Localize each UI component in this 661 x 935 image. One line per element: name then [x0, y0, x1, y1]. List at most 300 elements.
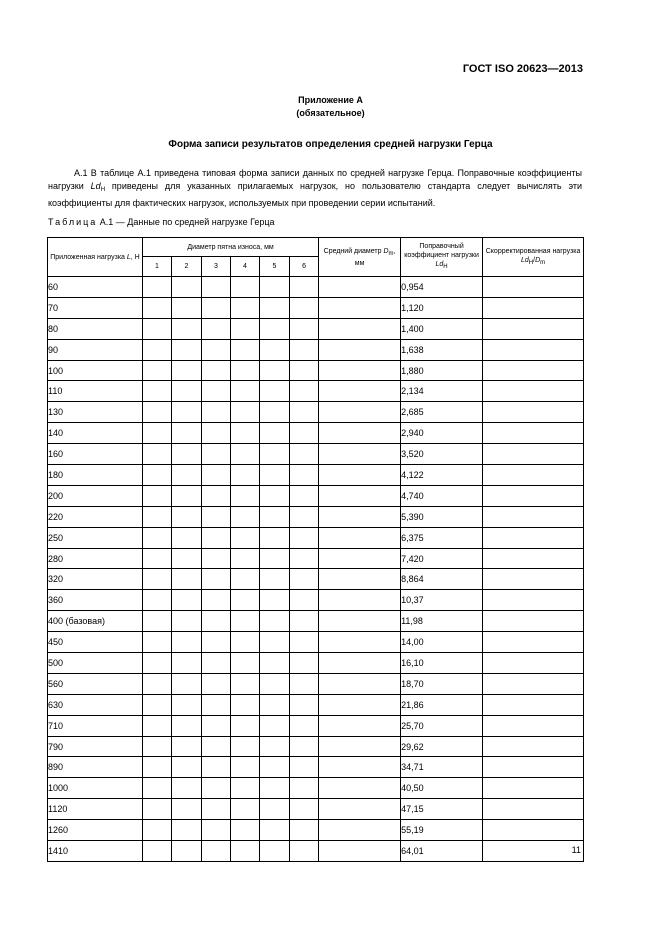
- scar-diameter-cell: [143, 548, 172, 569]
- scar-diameter-cell: [260, 799, 290, 820]
- corrected-load-cell: [483, 485, 584, 506]
- header-scar-col-1: 1: [143, 257, 172, 277]
- corrected-load-cell: [483, 569, 584, 590]
- mean-diameter-cell: [319, 653, 401, 674]
- scar-diameter-cell: [290, 444, 319, 465]
- load-cell: 890: [48, 757, 143, 778]
- scar-diameter-cell: [231, 527, 260, 548]
- mean-diameter-cell: [319, 402, 401, 423]
- corrected-load-cell: [483, 799, 584, 820]
- scar-diameter-cell: [231, 318, 260, 339]
- table-row: [48, 841, 584, 862]
- scar-diameter-cell: [231, 611, 260, 632]
- scar-diameter-cell: [260, 736, 290, 757]
- load-cell: 200: [48, 485, 143, 506]
- scar-diameter-cell: [143, 527, 172, 548]
- scar-diameter-cell: [260, 506, 290, 527]
- scar-diameter-cell: [143, 611, 172, 632]
- load-cell: 1000: [48, 778, 143, 799]
- scar-diameter-cell: [260, 694, 290, 715]
- correction-factor-cell: 1,638: [401, 339, 483, 360]
- scar-diameter-cell: [172, 444, 202, 465]
- scar-diameter-cell: [172, 506, 202, 527]
- scar-diameter-cell: [260, 715, 290, 736]
- scar-diameter-cell: [172, 820, 202, 841]
- scar-diameter-cell: [143, 277, 172, 298]
- correction-factor-cell: 16,10: [401, 653, 483, 674]
- scar-diameter-cell: [231, 569, 260, 590]
- load-cell: 70: [48, 297, 143, 318]
- mean-diameter-cell: [319, 360, 401, 381]
- scar-diameter-cell: [290, 548, 319, 569]
- load-cell: 60: [48, 277, 143, 298]
- table-row: [48, 778, 584, 799]
- scar-diameter-cell: [143, 402, 172, 423]
- scar-diameter-cell: [231, 360, 260, 381]
- scar-diameter-cell: [231, 757, 260, 778]
- load-cell: 220: [48, 506, 143, 527]
- table-row: [48, 673, 584, 694]
- scar-diameter-cell: [172, 548, 202, 569]
- scar-diameter-cell: [172, 757, 202, 778]
- scar-diameter-cell: [202, 465, 231, 486]
- scar-diameter-cell: [231, 778, 260, 799]
- scar-diameter-cell: [202, 653, 231, 674]
- load-cell: 360: [48, 590, 143, 611]
- scar-diameter-cell: [290, 757, 319, 778]
- scar-diameter-cell: [202, 673, 231, 694]
- scar-diameter-cell: [202, 548, 231, 569]
- mean-diameter-cell: [319, 778, 401, 799]
- table-row: [48, 694, 584, 715]
- corrected-load-cell: [483, 444, 584, 465]
- header-applied-load: Приложенная нагрузка L, Н: [48, 238, 143, 277]
- scar-diameter-cell: [143, 820, 172, 841]
- header-correction-factor: Поправочный коэффициент нагрузки LdH: [401, 238, 483, 277]
- scar-diameter-cell: [202, 339, 231, 360]
- corrected-load-cell: [483, 820, 584, 841]
- table-caption-text: А.1 — Данные по средней нагрузке Герца: [97, 217, 275, 227]
- scar-diameter-cell: [202, 736, 231, 757]
- scar-diameter-cell: [290, 360, 319, 381]
- mean-diameter-cell: [319, 506, 401, 527]
- intro-symbol: Ld: [90, 181, 101, 191]
- table-row: [48, 506, 584, 527]
- scar-diameter-cell: [260, 297, 290, 318]
- load-cell: 400 (базовая): [48, 611, 143, 632]
- scar-diameter-cell: [231, 694, 260, 715]
- scar-diameter-cell: [290, 799, 319, 820]
- scar-diameter-cell: [260, 653, 290, 674]
- correction-factor-cell: 2,940: [401, 423, 483, 444]
- scar-diameter-cell: [202, 381, 231, 402]
- scar-diameter-cell: [202, 506, 231, 527]
- scar-diameter-cell: [231, 444, 260, 465]
- scar-diameter-cell: [290, 527, 319, 548]
- scar-diameter-cell: [172, 423, 202, 444]
- corrected-load-cell: [483, 381, 584, 402]
- table-row: [48, 611, 584, 632]
- mean-diameter-cell: [319, 841, 401, 862]
- scar-diameter-cell: [260, 381, 290, 402]
- scar-diameter-cell: [202, 297, 231, 318]
- corrected-load-cell: [483, 548, 584, 569]
- scar-diameter-cell: [202, 402, 231, 423]
- corrected-load-cell: [483, 360, 584, 381]
- mean-diameter-cell: [319, 297, 401, 318]
- scar-diameter-cell: [202, 590, 231, 611]
- scar-diameter-cell: [202, 715, 231, 736]
- scar-diameter-cell: [202, 820, 231, 841]
- mean-diameter-cell: [319, 465, 401, 486]
- scar-diameter-cell: [202, 360, 231, 381]
- table-row: [48, 548, 584, 569]
- correction-factor-cell: 47,15: [401, 799, 483, 820]
- table-row: [48, 444, 584, 465]
- scar-diameter-cell: [231, 736, 260, 757]
- scar-diameter-cell: [290, 402, 319, 423]
- scar-diameter-cell: [202, 318, 231, 339]
- scar-diameter-cell: [143, 653, 172, 674]
- scar-diameter-cell: [202, 757, 231, 778]
- mean-diameter-cell: [319, 423, 401, 444]
- scar-diameter-cell: [143, 339, 172, 360]
- scar-diameter-cell: [290, 653, 319, 674]
- scar-diameter-cell: [143, 590, 172, 611]
- header-corrected-load: Скорректированная нагрузка LdH/Dm: [483, 238, 584, 277]
- scar-diameter-cell: [143, 673, 172, 694]
- scar-diameter-cell: [260, 778, 290, 799]
- table-row: [48, 381, 584, 402]
- correction-factor-cell: 14,00: [401, 632, 483, 653]
- correction-factor-cell: 40,50: [401, 778, 483, 799]
- header-scar-col-3: 3: [202, 257, 231, 277]
- hertz-load-table: [47, 237, 584, 862]
- load-cell: 450: [48, 632, 143, 653]
- correction-factor-cell: 21,86: [401, 694, 483, 715]
- mean-diameter-cell: [319, 611, 401, 632]
- scar-diameter-cell: [172, 736, 202, 757]
- intro-text-start: А.1 В таблице А.1 приведена типовая форма записи данных по средней нагрузке Герца. Поправочные коэффициенты нагрузки: [48, 168, 582, 191]
- page-number: 11: [571, 845, 581, 855]
- scar-diameter-cell: [202, 277, 231, 298]
- table-row: [48, 277, 584, 298]
- load-cell: 320: [48, 569, 143, 590]
- corrected-load-cell: [483, 611, 584, 632]
- scar-diameter-cell: [260, 318, 290, 339]
- mean-diameter-cell: [319, 569, 401, 590]
- scar-diameter-cell: [260, 820, 290, 841]
- scar-diameter-cell: [143, 465, 172, 486]
- scar-diameter-cell: [143, 694, 172, 715]
- scar-diameter-cell: [260, 757, 290, 778]
- mean-diameter-cell: [319, 757, 401, 778]
- header-scar-col-4: 4: [231, 257, 260, 277]
- correction-factor-cell: 5,390: [401, 506, 483, 527]
- scar-diameter-cell: [231, 841, 260, 862]
- header-scar-diameter: Диаметр пятна износа, мм: [143, 238, 319, 257]
- table-row: [48, 799, 584, 820]
- scar-diameter-cell: [231, 632, 260, 653]
- corrected-load-cell: [483, 506, 584, 527]
- correction-factor-cell: 1,880: [401, 360, 483, 381]
- scar-diameter-cell: [231, 590, 260, 611]
- scar-diameter-cell: [260, 465, 290, 486]
- scar-diameter-cell: [231, 465, 260, 486]
- scar-diameter-cell: [260, 402, 290, 423]
- table-row: [48, 318, 584, 339]
- scar-diameter-cell: [260, 444, 290, 465]
- header-mean-diameter: Средний диаметр Dm, мм: [319, 238, 401, 277]
- scar-diameter-cell: [290, 611, 319, 632]
- scar-diameter-cell: [260, 590, 290, 611]
- table-row: [48, 423, 584, 444]
- correction-factor-cell: 10,37: [401, 590, 483, 611]
- table-row: [48, 569, 584, 590]
- scar-diameter-cell: [172, 841, 202, 862]
- load-cell: 630: [48, 694, 143, 715]
- correction-factor-cell: 29,62: [401, 736, 483, 757]
- scar-diameter-cell: [143, 841, 172, 862]
- mean-diameter-cell: [319, 632, 401, 653]
- scar-diameter-cell: [290, 277, 319, 298]
- load-cell: 180: [48, 465, 143, 486]
- scar-diameter-cell: [202, 778, 231, 799]
- load-cell: 790: [48, 736, 143, 757]
- correction-factor-cell: 55,19: [401, 820, 483, 841]
- correction-factor-cell: 11,98: [401, 611, 483, 632]
- correction-factor-cell: 2,134: [401, 381, 483, 402]
- scar-diameter-cell: [290, 339, 319, 360]
- intro-text-end: приведены для указанных прилагаемых нагрузок, но пользователю стандарта следует вычислять эти коэффициенты для фактических нагрузок, используемых при проведении серии испытаний.: [48, 181, 583, 208]
- scar-diameter-cell: [172, 799, 202, 820]
- load-cell: 80: [48, 318, 143, 339]
- scar-diameter-cell: [260, 360, 290, 381]
- scar-diameter-cell: [290, 841, 319, 862]
- scar-diameter-cell: [172, 673, 202, 694]
- table-caption-label: Таблица: [48, 217, 98, 227]
- correction-factor-cell: 7,420: [401, 548, 483, 569]
- scar-diameter-cell: [290, 820, 319, 841]
- load-cell: 160: [48, 444, 143, 465]
- load-cell: 130: [48, 402, 143, 423]
- table-row: [48, 715, 584, 736]
- corrected-load-cell: [483, 590, 584, 611]
- scar-diameter-cell: [202, 569, 231, 590]
- table-row: [48, 632, 584, 653]
- corrected-load-cell: [483, 778, 584, 799]
- mean-diameter-cell: [319, 715, 401, 736]
- corrected-load-cell: [483, 297, 584, 318]
- header-scar-col-5: 5: [260, 257, 290, 277]
- header-scar-col-2: 2: [172, 257, 202, 277]
- scar-diameter-cell: [231, 402, 260, 423]
- mean-diameter-cell: [319, 799, 401, 820]
- correction-factor-cell: 8,864: [401, 569, 483, 590]
- scar-diameter-cell: [290, 673, 319, 694]
- correction-factor-cell: 4,122: [401, 465, 483, 486]
- scar-diameter-cell: [290, 694, 319, 715]
- scar-diameter-cell: [231, 485, 260, 506]
- scar-diameter-cell: [260, 841, 290, 862]
- scar-diameter-cell: [290, 736, 319, 757]
- scar-diameter-cell: [202, 611, 231, 632]
- scar-diameter-cell: [290, 381, 319, 402]
- load-cell: 1260: [48, 820, 143, 841]
- scar-diameter-cell: [202, 799, 231, 820]
- scar-diameter-cell: [143, 297, 172, 318]
- scar-diameter-cell: [231, 381, 260, 402]
- scar-diameter-cell: [231, 653, 260, 674]
- corrected-load-cell: [483, 402, 584, 423]
- scar-diameter-cell: [172, 318, 202, 339]
- load-cell: 1410: [48, 841, 143, 862]
- scar-diameter-cell: [172, 611, 202, 632]
- scar-diameter-cell: [202, 694, 231, 715]
- intro-paragraph: [48, 167, 582, 210]
- corrected-load-cell: [483, 465, 584, 486]
- load-cell: 90: [48, 339, 143, 360]
- scar-diameter-cell: [143, 318, 172, 339]
- load-cell: 280: [48, 548, 143, 569]
- scar-diameter-cell: [290, 590, 319, 611]
- correction-factor-cell: 18,70: [401, 673, 483, 694]
- scar-diameter-cell: [143, 381, 172, 402]
- scar-diameter-cell: [143, 506, 172, 527]
- scar-diameter-cell: [172, 653, 202, 674]
- table-caption: [48, 217, 275, 227]
- table-row: [48, 485, 584, 506]
- annex-title: Приложение А: [298, 95, 363, 105]
- intro-symbol-sub: H: [100, 187, 106, 193]
- load-cell: 250: [48, 527, 143, 548]
- scar-diameter-cell: [290, 465, 319, 486]
- mean-diameter-cell: [319, 381, 401, 402]
- load-cell: 100: [48, 360, 143, 381]
- mean-diameter-cell: [319, 590, 401, 611]
- scar-diameter-cell: [290, 506, 319, 527]
- scar-diameter-cell: [260, 611, 290, 632]
- scar-diameter-cell: [143, 715, 172, 736]
- scar-diameter-cell: [202, 841, 231, 862]
- table-row: [48, 736, 584, 757]
- table-row: [48, 527, 584, 548]
- scar-diameter-cell: [231, 297, 260, 318]
- scar-diameter-cell: [231, 277, 260, 298]
- scar-diameter-cell: [172, 527, 202, 548]
- corrected-load-cell: [483, 653, 584, 674]
- scar-diameter-cell: [260, 277, 290, 298]
- scar-diameter-cell: [172, 715, 202, 736]
- annex-status: (обязательное): [296, 108, 365, 118]
- scar-diameter-cell: [231, 423, 260, 444]
- scar-diameter-cell: [172, 590, 202, 611]
- scar-diameter-cell: [260, 569, 290, 590]
- load-cell: 500: [48, 653, 143, 674]
- corrected-load-cell: [483, 423, 584, 444]
- scar-diameter-cell: [260, 548, 290, 569]
- scar-diameter-cell: [260, 632, 290, 653]
- scar-diameter-cell: [260, 485, 290, 506]
- mean-diameter-cell: [319, 694, 401, 715]
- load-cell: 1120: [48, 799, 143, 820]
- load-cell: 710: [48, 715, 143, 736]
- scar-diameter-cell: [172, 694, 202, 715]
- scar-diameter-cell: [260, 673, 290, 694]
- corrected-load-cell: [483, 277, 584, 298]
- load-cell: 560: [48, 673, 143, 694]
- scar-diameter-cell: [231, 339, 260, 360]
- mean-diameter-cell: [319, 444, 401, 465]
- scar-diameter-cell: [143, 757, 172, 778]
- mean-diameter-cell: [319, 736, 401, 757]
- corrected-load-cell: [483, 841, 584, 862]
- table-row: [48, 590, 584, 611]
- scar-diameter-cell: [172, 465, 202, 486]
- mean-diameter-cell: [319, 820, 401, 841]
- standard-code: ГОСТ ISO 20623—2013: [462, 63, 583, 75]
- correction-factor-cell: 6,375: [401, 527, 483, 548]
- scar-diameter-cell: [172, 485, 202, 506]
- scar-diameter-cell: [202, 423, 231, 444]
- scar-diameter-cell: [143, 778, 172, 799]
- table-row: [48, 757, 584, 778]
- scar-diameter-cell: [290, 632, 319, 653]
- correction-factor-cell: 4,740: [401, 485, 483, 506]
- scar-diameter-cell: [143, 799, 172, 820]
- scar-diameter-cell: [143, 444, 172, 465]
- scar-diameter-cell: [231, 506, 260, 527]
- correction-factor-cell: 2,685: [401, 402, 483, 423]
- scar-diameter-cell: [172, 569, 202, 590]
- scar-diameter-cell: [231, 799, 260, 820]
- scar-diameter-cell: [202, 485, 231, 506]
- scar-diameter-cell: [172, 778, 202, 799]
- scar-diameter-cell: [290, 569, 319, 590]
- scar-diameter-cell: [143, 736, 172, 757]
- load-cell: 110: [48, 381, 143, 402]
- scar-diameter-cell: [290, 485, 319, 506]
- corrected-load-cell: [483, 318, 584, 339]
- scar-diameter-cell: [172, 632, 202, 653]
- scar-diameter-cell: [143, 485, 172, 506]
- scar-diameter-cell: [290, 778, 319, 799]
- scar-diameter-cell: [172, 360, 202, 381]
- table-row: [48, 360, 584, 381]
- scar-diameter-cell: [260, 339, 290, 360]
- corrected-load-cell: [483, 527, 584, 548]
- correction-factor-cell: 1,120: [401, 297, 483, 318]
- scar-diameter-cell: [172, 297, 202, 318]
- table-row: [48, 402, 584, 423]
- table-row: [48, 820, 584, 841]
- scar-diameter-cell: [143, 360, 172, 381]
- mean-diameter-cell: [319, 277, 401, 298]
- scar-diameter-cell: [231, 715, 260, 736]
- corrected-load-cell: [483, 694, 584, 715]
- scar-diameter-cell: [202, 632, 231, 653]
- mean-diameter-cell: [319, 339, 401, 360]
- scar-diameter-cell: [231, 820, 260, 841]
- correction-factor-cell: 3,520: [401, 444, 483, 465]
- scar-diameter-cell: [202, 444, 231, 465]
- correction-factor-cell: 34,71: [401, 757, 483, 778]
- table-row: [48, 653, 584, 674]
- corrected-load-cell: [483, 339, 584, 360]
- annex-heading: [0, 94, 661, 120]
- correction-factor-cell: 1,400: [401, 318, 483, 339]
- scar-diameter-cell: [172, 402, 202, 423]
